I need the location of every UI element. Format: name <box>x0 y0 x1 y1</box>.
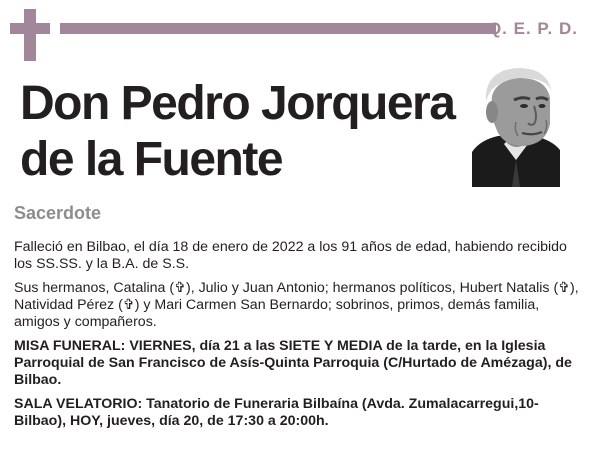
notice-body <box>14 239 586 437</box>
cross-horizontal-bar <box>10 23 50 34</box>
deceased-role: Sacerdote <box>14 203 102 223</box>
cross-vertical-bar <box>24 9 36 61</box>
funeral-mass-paragraph: MISA FUNERAL: VIERNES, día 21 a las SIETE Y MEDIA de la tarde, en la Iglesia Parroquial de San Francisco de Asís-Quinta Parroquia (C/Hurtado de Amézaga), de Bilbao. <box>14 338 572 388</box>
death-details-paragraph: Falleció en Bilbao, el día 18 de enero de 2022 a los 91 años de edad, habiendo recibido los SS.SS. y la B.A. de S.S. <box>14 239 567 272</box>
qepd-label: Q. E. P. D. <box>487 19 578 38</box>
deceased-name <box>20 76 470 188</box>
family-paragraph: Sus hermanos, Catalina (✞), Julio y Juan Antonio; hermanos políticos, Hubert Natalis (✞), Natividad Pérez (✞) y Mari Carmen San Bernardo; sobrinos, primos, demás familia, amigos y compañeros. <box>14 280 579 330</box>
name-line-2: de la Fuente <box>20 133 283 186</box>
name-line-1: Don Pedro Jorquera <box>20 77 455 130</box>
header-rule <box>60 23 496 34</box>
portrait-photo <box>472 66 560 187</box>
wake-room-paragraph: SALA VELATORIO: Tanatorio de Funeraria Bilbaína (Avda. Zumalacarregui,10-Bilbao), HOY, jueves, día 20, de 17:30 a 20:00h. <box>14 396 539 429</box>
